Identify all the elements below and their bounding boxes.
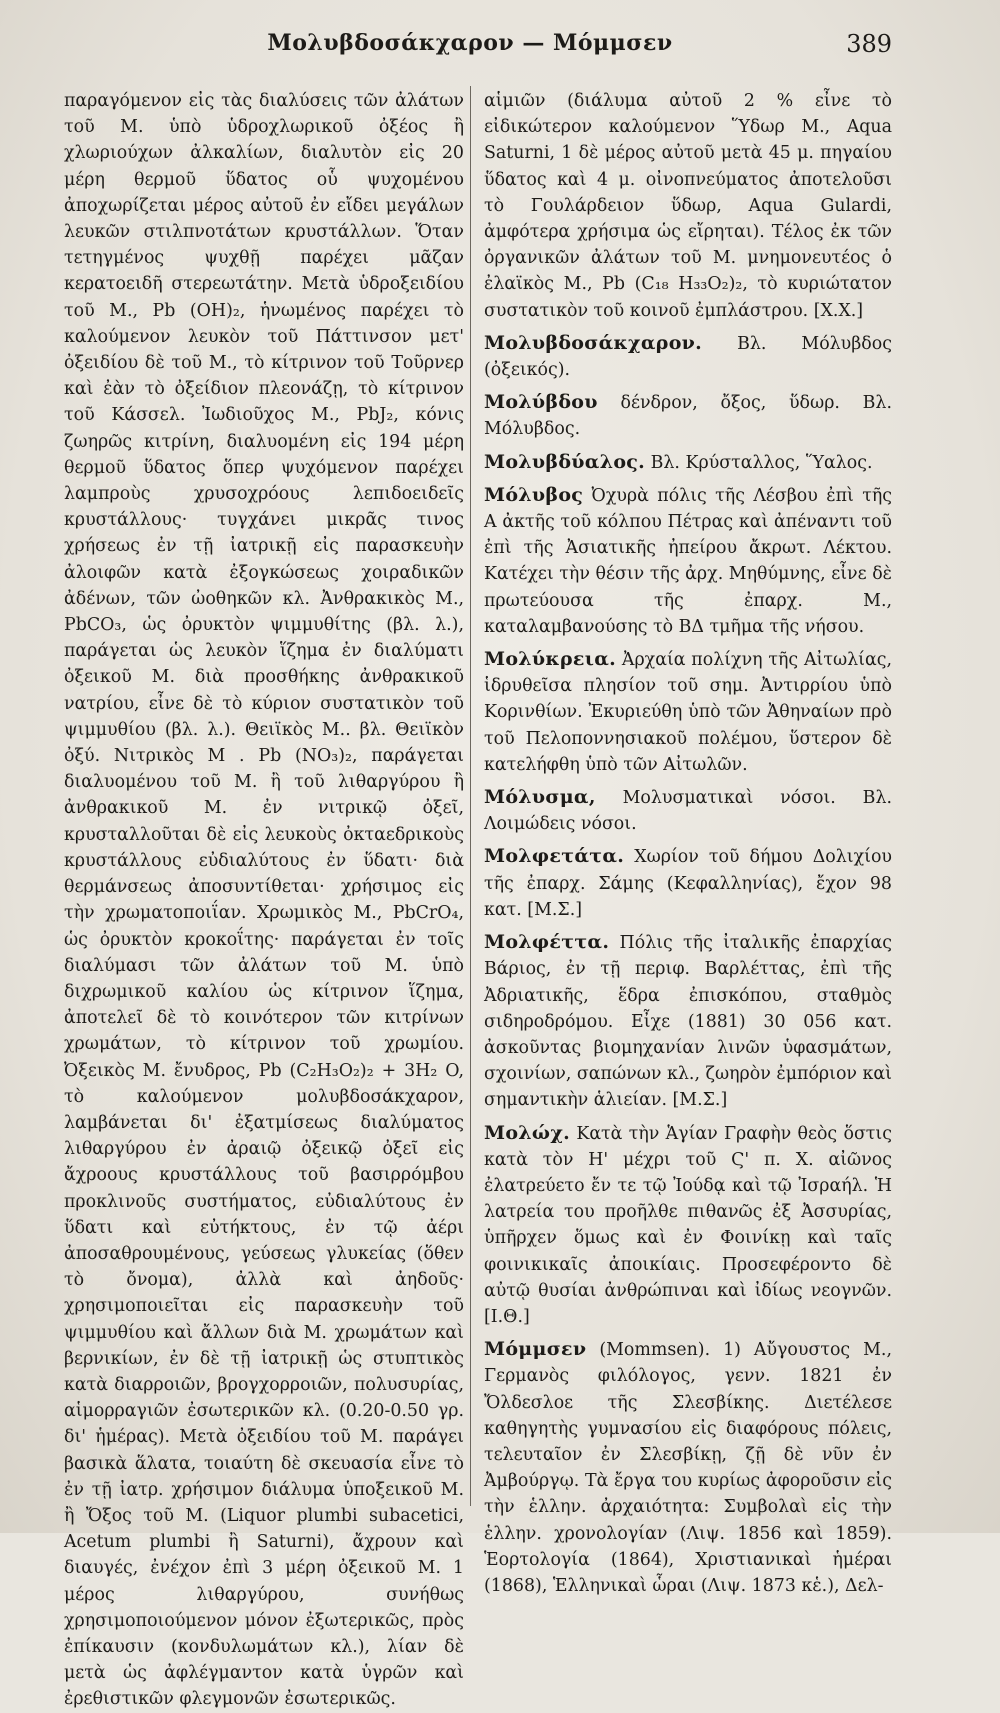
page-number: 389 [846, 30, 892, 58]
dictionary-entry [484, 843, 898, 923]
left-column-text: παραγόμενον εἰς τὰς διαλύσεις τῶν ἀλάτων τοῦ Μ. ὑπὸ ὑδροχλωρικοῦ ὀξέος ἢ χλωριούχων ἀλκαλίων, διαλυτὸν εἰς 20 μέρη θερμοῦ ὕδατος οὗ ψυχομένου ἀποχωρίζεται μέρος αὐτοῦ ἐν εἴδει μεγάλων λευκῶν στιλπνοτάτων κρυστάλλων. Ὅταν τετηγμένος ψυχθῇ παρέχει μᾶζαν κερατοειδῆ στερεωτάτην. Μετὰ ὑδροξειδίου τοῦ Μ., Pb (OH)₂, ἡνωμένος παρέχει τὸ καλούμενον λευκὸν τοῦ Πάττινσον μετ' ὀξειδίου δὲ τοῦ Μ., τὸ κίτρινον τοῦ Τοῦρνερ καὶ ἐὰν τὸ ὀξείδιον πλεονάζῃ, τὸ κίτρινον τοῦ Κάσσελ. Ἰωδιοῦχος Μ., PbJ₂, κόνις ζωηρῶς κιτρίνη, διαλυομένη εἰς 194 μέρη θερμοῦ ὕδατος ὅπερ ψυχόμενον παρέχει λαμπροὺς χρυσοχρόους λεπιδοειδεῖς κρυστάλλους· τυγχάνει μικρᾶς τινος χρήσεως ἐν τῇ ἰατρικῇ εἰς παρασκευὴν ἀλοιφῶν κατὰ ἐξογκώσεως χοιραδικῶν ἀδένων, τῶν ὠοθηκῶν κλ. Ἀνθρακικὸς Μ., PbCO₃, ὡς ὀρυκτὸν ψιμμυθίτης (βλ. λ.), παράγεται ὡς λευκὸν ἵζημα ἐν διαλύματι ὀξεικοῦ Μ. διὰ προσθήκης ἀνθρακικοῦ νατρίου, εἶνε δὲ τὸ κύριον συστατικὸν τοῦ ψιμμυθίου (βλ. λ.). Θειϊκὸς Μ.. βλ. Θειϊκὸν ὀξύ. Νιτρικὸς Μ . Pb (NO₃)₂, παράγεται διαλυομένου τοῦ Μ. ἢ τοῦ λιθαργύρου ἢ ἀνθρακικοῦ Μ. ἐν νιτρικῷ ὀξεῖ, κρυσταλλοῦται δὲ εἰς λευκοὺς ὀκταεδρικοὺς κρυστάλλους εὐδιαλύτους ἐν ὕδατι· διὰ θερμάνσεως ἀποσυντίθεται· χρήσιμος εἰς τὴν χρωματοποιΐαν. Χρωμικὸς Μ., PbCrO₄, ὡς ὀρυκτὸν κροκοΐτης· παράγεται ἐν τοῖς διαλύμασι τῶν ἀλάτων τοῦ Μ. ὑπὸ διχρωμικοῦ καλίου ὡς κίτρινον ἵζημα, ἀποτελεῖ δὲ τὸ κοινότερον τῶν κιτρίνων χρωμάτων, τὸ κίτρινον τοῦ χρωμίου. Ὀξεικὸς Μ. ἔνυδρος, Pb (C₂H₃O₂)₂ + 3H₂ O, τὸ καλούμενον μολυβδοσάκχαρον, λαμβάνεται δι' ἐξατμίσεως διαλύματος λιθαργύρου ἐν ἀραιῷ ὀξεικῷ ὀξεῖ εἰς ἄχροους κρυστάλλους τοῦ βασιρρόμβου προκλινοῦς συστήματος, εὐδιαλύτους ἐν ὕδατι καὶ εὐτήκτους, ἐν τῷ ἀέρι ἀποσαθρουμένους, γεύσεως γλυκείας (ὅθεν τὸ ὄνομα), ἀλλὰ καὶ ἀηδοῦς· χρησιμοποιεῖται εἰς παρασκευὴν τοῦ ψιμμυθίου καὶ ἄλλων διὰ Μ. χρωμάτων καὶ βερνικίων, ἐν δὲ τῇ ἰατρικῇ ὡς στυπτικὸς κατὰ διαρροιῶν, βρογχορροιῶν, πολυσυρίας, αἱμορραγιῶν ἐσωτερικῶν κλ. (0.20-0.50 γρ. δι' ἡμέρας). Μετὰ ὀξειδίου τοῦ Μ. παράγει βασικὰ ἅλατα, τοιαύτη δὲ σκευασία εἶνε τὸ ἐν τῇ ἰατρ. χρήσιμον διάλυμα ὑποξεικοῦ Μ. ἢ Ὄξος τοῦ Μ. (Liquor plumbi subacetici, Acetum plumbi ἢ Saturni), ἄχρουν καὶ διαυγές, ἐνέχον ἐπὶ 3 μέρη ὀξεικοῦ Μ. 1 μέρος λιθαργύρου, συνήθως χρησιμοποιούμενον μόνον ἐξωτερικῶς, πρὸς ἐπίκαυσιν (κονδυλωμάτων κλ.), λίαν δὲ μετὰ ὡς ἀφλέγμαντον κατὰ ὑγρῶν καὶ ἐρεθιστικῶν φλεγμονῶν ἐσωτερικῶς. [64, 91, 470, 1710]
entry-headword: Μολύκρεια. [484, 648, 617, 671]
dictionary-entry [484, 1120, 898, 1331]
dictionary-entry [484, 646, 898, 778]
dictionary-entry [484, 449, 892, 476]
entry-body: Κατὰ τὴν Ἁγίαν Γραφὴν θεὸς ὅστις κατὰ τὸν Η' μέχρι τοῦ Ϛ' π. Χ. αἰῶνος ἐλατρεύετο ἔν τε τῷ Ἰούδᾳ καὶ τῷ Ἰσραήλ. Ἡ λατρεία του προῆλθε πιθανῶς ἐξ Ἀσσυρίας, ὑπῆρχεν ὅμως καὶ ἐν Φοινίκῃ καὶ ταῖς φοινικικαῖς ἀποικίαις. Προσεφέροντο δὲ αὐτῷ θυσίαι ἀνθρώπιναι καὶ ἰδίως νεογνῶν. [Ι.Θ.] [484, 1123, 898, 1327]
entry-body: Μολυσματικαὶ νόσοι. Βλ. Λοιμώδεις νόσοι. [484, 788, 898, 835]
entry-headword: Μόλυσμα, [484, 786, 596, 809]
entry-headword: Μόμμσεν [484, 1338, 587, 1361]
continued-entry-text: αἱμιῶν (διάλυμα αὐτοῦ 2 % εἶνε τὸ εἰδικώτερον καλούμενον Ὕδωρ Μ., Aqua Saturni, 1 δὲ μέρος αὐτοῦ μετὰ 45 μ. πηγαίου ὕδατος καὶ 4 μ. οἰνοπνεύματος ἀποτελοῦσι τὸ Γουλάρδειον ὕδωρ, Aqua Gulardi, ἀμφότερα χρήσιμα ὡς εἴρηται). Τέλος ἐκ τῶν ὀργανικῶν ἀλάτων τοῦ Μ. μνημονευτέος ὁ ἐλαϊκὸς Μ., Pb (C₁₈ H₃₃O₂)₂, τὸ κυριώτατον συστατικὸν τοῦ κοινοῦ ἐμπλάστρου. [Χ.Χ.] [484, 91, 898, 321]
dictionary-entry [484, 784, 898, 837]
running-head: Μολυβδοσάκχαρον — Μόμμσεν [267, 30, 673, 56]
entry-body: Πόλις τῆς ἰταλικῆς ἐπαρχίας Βάριος, ἐν τῇ περιφ. Βαρλέττας, ἐπὶ τῆς Ἀδριατικῆς, ἕδρα ἐπισκόπου, σταθμὸς σιδηροδρόμου. Εἶχε (1881) 30 056 κατ. ἀσκοῦντας βιομηχανίαν λινῶν ὑφασμάτων, σχοινίων, σαπώνων κλ., ζωηρὸν ἐμπόριον καὶ σημαντικὴν ἁλιείαν. [Μ.Σ.] [484, 933, 898, 1111]
entry-body: Ὀχυρὰ πόλις τῆς Λέσβου ἐπὶ τῆς Α ἀκτῆς τοῦ κόλπου Πέτρας καὶ ἀπέναντι τοῦ ἐπὶ τῆς Ἀσιατικῆς ἠπείρου ἄκρωτ. Λέκτου. Κατέχει τὴν θέσιν τῆς ἀρχ. Μηθύμνης, εἶνε δὲ πρωτεύουσα τῆς ἐπαρχ. Μ., καταλαμβανούσης τὸ ΒΔ τμῆμα τῆς νήσου. [484, 485, 898, 637]
continued-entry [484, 88, 898, 324]
entry-headword: Μολώχ. [484, 1121, 571, 1144]
entry-headword: Μόλυβος [484, 483, 584, 506]
right-column [484, 88, 898, 1605]
entry-body: Βλ. Κρύσταλλος, Ὕαλος. [645, 452, 873, 473]
entry-body: Βλ. Μόλυβδος (ὀξεικός). [484, 333, 898, 381]
page-header [0, 30, 1000, 64]
entry-headword: Μολφετάτα. [484, 845, 625, 868]
entry-body: Χωρίον τοῦ δήμου Δολιχίου τῆς ἐπαρχ. Σάμης (Κεφαλληνίας), ἔχον 98 κατ. [Μ.Σ.] [484, 847, 898, 920]
column-divider [470, 86, 471, 1506]
dictionary-entry [484, 929, 898, 1113]
entry-body: (Mommsen). 1) Αὔγουστος Μ., Γερμανὸς φιλόλογος, γενν. 1821 ἐν Ὄλδεσλοε τῆς Σλεσβίκης. Διετέλεσε καθηγητὴς γυμνασίου εἰς διαφόρους πόλεις, τελευταῖον ἐν Σλεσβίκῃ, ζῇ δὲ νῦν ἐν Ἀμβούργῳ. Τὰ ἔργα του κυρίως ἀφοροῦσιν εἰς τὴν ἑλλην. ἀρχαιότητα: Συμβολαὶ εἰς τὴν ἑλλην. χρονολογίαν (Λιψ. 1856 καὶ 1859). Ἑορτολογία (1864), Χριστιανικαὶ ἡμέραι (1868), Ἑλληνικαὶ ὧραι (Λιψ. 1873 κἑ.), Δελ- [484, 1340, 898, 1596]
left-column [64, 88, 470, 1713]
dictionary-entry [484, 482, 898, 640]
entry-body: δένδρον, ὄξος, ὕδωρ. Βλ. Μόλυβδος. [484, 393, 898, 440]
entry-headword: Μολυβδοσάκχαρον. [484, 331, 703, 354]
dictionary-entry [484, 330, 898, 383]
dictionary-entry [484, 389, 898, 442]
entry-headword: Μολφέττα. [484, 931, 610, 954]
entry-body: Ἀρχαία πολίχνη τῆς Αἰτωλίας, ἱδρυθεῖσα πλησίον τοῦ σημ. Ἀντιρρίου ὑπὸ Κορινθίων. Ἐκυριεύθη ὑπὸ τῶν Ἀθηναίων πρὸ τοῦ Πελοποννησιακοῦ πολέμου, ὕστερον δὲ κατελήφθη ὑπὸ τῶν Αἰτωλῶν. [484, 650, 898, 775]
dictionary-entry [484, 1336, 898, 1599]
entry-headword: Μολυβδύαλος. [484, 450, 646, 473]
entry-headword: Μολύβδου [484, 391, 598, 414]
